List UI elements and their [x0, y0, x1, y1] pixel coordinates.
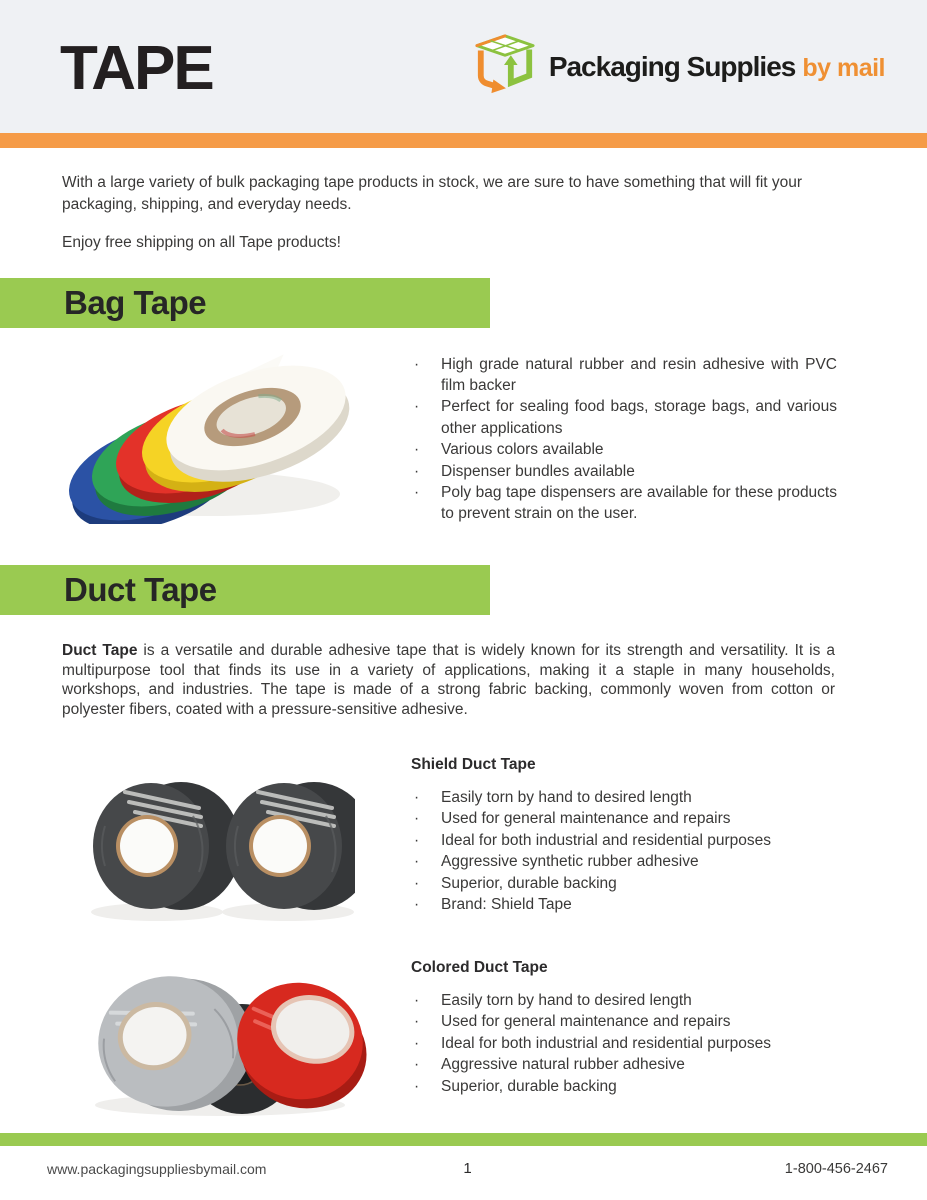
duct-tape-description-lead: Duct Tape [62, 641, 138, 659]
accent-divider-bar [0, 133, 927, 148]
shield-duct-tape-image [55, 766, 385, 926]
list-item: · Easily torn by hand to desired length [411, 787, 837, 808]
list-item: · Superior, durable backing [411, 873, 837, 894]
intro-section [0, 148, 927, 254]
box-arrows-logo-icon [469, 33, 541, 100]
shield-duct-tape-details [411, 756, 837, 915]
list-item: · Poly bag tape dispensers are available for these products to prevent strain on the user. [411, 482, 837, 525]
duct-tape-section-title: Duct Tape [64, 570, 217, 608]
list-item: · Aggressive natural rubber adhesive [411, 1054, 837, 1075]
list-item: · Easily torn by hand to desired length [411, 990, 837, 1011]
page-footer [0, 1133, 927, 1177]
bag-tape-bullet-list [411, 354, 837, 525]
duct-tape-section-banner [0, 565, 490, 615]
colored-duct-tape-details [411, 959, 837, 1097]
bag-tape-section-title: Bag Tape [64, 283, 207, 321]
page-title: TAPE [60, 33, 213, 103]
bag-tape-image [55, 354, 385, 524]
bag-tape-details [411, 354, 837, 525]
bag-tape-section-banner [0, 278, 490, 328]
list-item: · Ideal for both industrial and residential purposes [411, 830, 837, 851]
colored-duct-tape-row [0, 959, 927, 1119]
page-header [0, 0, 927, 133]
footer-phone: 1-800-456-2467 [784, 1160, 888, 1177]
list-item: · Used for general maintenance and repairs [411, 808, 837, 829]
brand-suffix: by mail [802, 53, 885, 82]
colored-duct-tape-bullet-list [411, 990, 837, 1097]
shield-duct-tape-row [0, 756, 927, 926]
list-item: · Used for general maintenance and repairs [411, 1011, 837, 1032]
list-item: · Perfect for sealing food bags, storage bags, and various other applications [411, 396, 837, 439]
brand-logo-text [549, 51, 885, 83]
footer-row [0, 1146, 927, 1177]
footer-page-number: 1 [463, 1160, 472, 1177]
free-shipping-note: Enjoy free shipping on all Tape products! [62, 234, 341, 251]
footer-website: www.packagingsuppliesbymail.com [47, 1160, 267, 1177]
duct-tape-description: Duct Tape is a versatile and durable adhesive tape that is widely known for its strength and versatility. It is a multipurpose tool that finds its use in a variety of applications, making it a staple in many households, workshops, and industries. The tape is made of a strong fabric backing, commonly woven from cotton or polyester fibers, coated with a pressure-sensitive adhesive. [62, 641, 835, 719]
footer-accent-bar [0, 1133, 927, 1146]
bag-tape-row [0, 354, 927, 525]
list-item: · High grade natural rubber and resin adhesive with PVC film backer [411, 354, 837, 397]
list-item: · Ideal for both industrial and residential purposes [411, 1033, 837, 1054]
product-heading-colored: Colored Duct Tape [411, 958, 548, 976]
list-item: · Brand: Shield Tape [411, 894, 837, 915]
colored-duct-tape-image [55, 969, 385, 1119]
list-item: · Superior, durable backing [411, 1076, 837, 1097]
list-item: · Various colors available [411, 439, 837, 460]
intro-paragraph: With a large variety of bulk packaging tape products in stock, we are sure to have something that will fit your packaging, shipping, and everyday needs. [62, 174, 803, 213]
product-heading-shield: Shield Duct Tape [411, 755, 536, 773]
list-item: · Dispenser bundles available [411, 461, 837, 482]
list-item: · Aggressive synthetic rubber adhesive [411, 851, 837, 872]
brand-logo [469, 33, 885, 100]
brand-name: Packaging Supplies [548, 50, 796, 82]
shield-duct-tape-bullet-list [411, 787, 837, 915]
